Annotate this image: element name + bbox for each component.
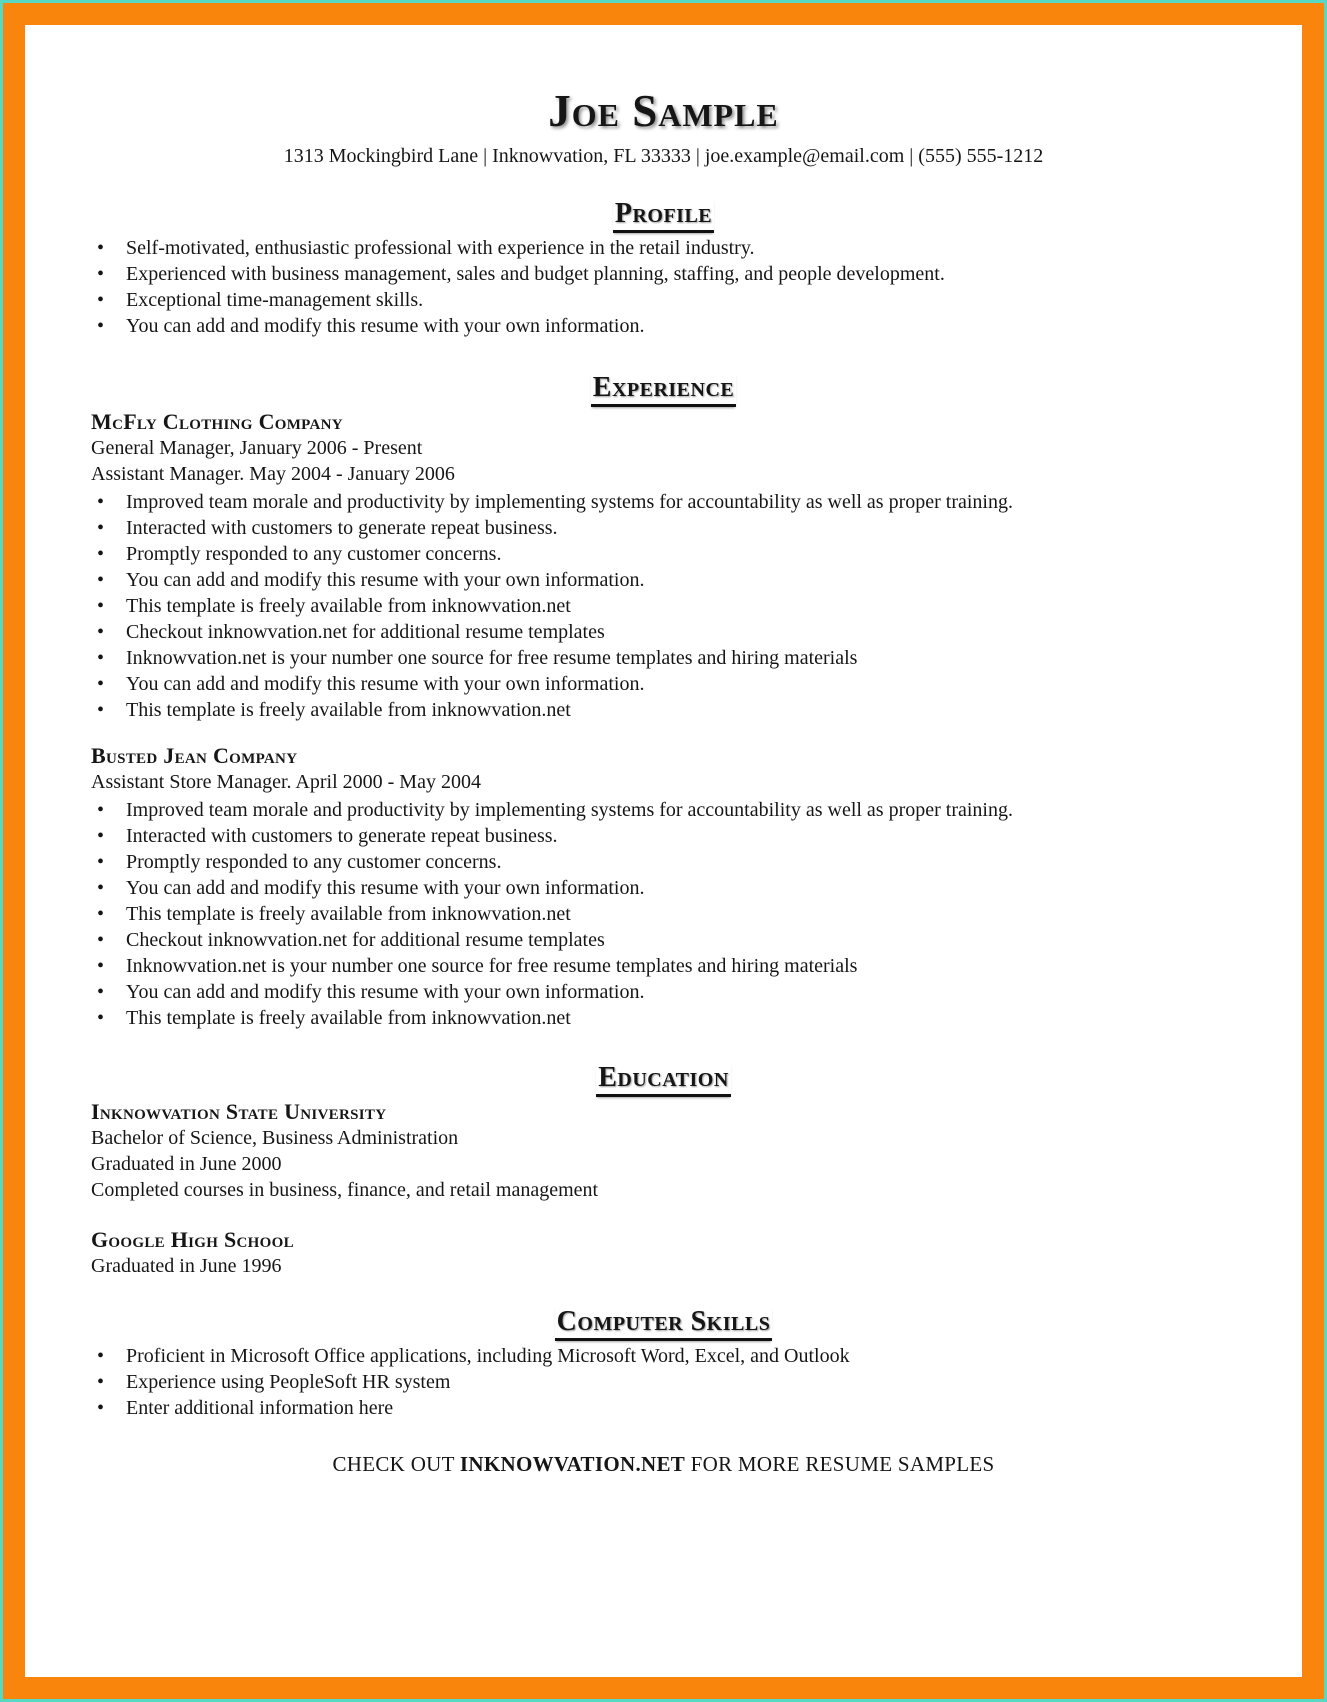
list-item: • This template is freely available from inknowvation.net [91,697,1236,723]
footer-text-prefix: CHECK OUT [332,1452,460,1476]
list-item: • Proficient in Microsoft Office applications, including Microsoft Word, Excel, and Outlook [91,1343,1236,1369]
list-item: • Enter additional information here [91,1395,1236,1421]
list-item: • Experience using PeopleSoft HR system [91,1369,1236,1395]
list-item: • Exceptional time-management skills. [91,287,1236,313]
list-item: • Interacted with customers to generate repeat business. [91,823,1236,849]
list-item: • You can add and modify this resume with your own information. [91,979,1236,1005]
school-name: Google High School [91,1227,294,1252]
footer-site-name: INKNOWVATION.NET [459,1452,686,1476]
section-heading-education: Education [596,1063,731,1097]
list-item: • Promptly responded to any customer concerns. [91,849,1236,875]
skills-bullet-list [91,1343,1236,1421]
list-item: • Inknowvation.net is your number one source for free resume templates and hiring materials [91,953,1236,979]
list-item: • Interacted with customers to generate repeat business. [91,515,1236,541]
list-item: • You can add and modify this resume with your own information. [91,875,1236,901]
page-title: Joe Sample [548,86,779,136]
list-item: • This template is freely available from inknowvation.net [91,1005,1236,1031]
contact-line: 1313 Mockingbird Lane | Inknowvation, FL 33333 | joe.example@email.com | (555) 555-1212 [283,145,1044,167]
section-heading-experience: Experience [591,373,736,407]
page-border-orange [3,3,1324,1699]
list-item: • Inknowvation.net is your number one source for free resume templates and hiring materials [91,645,1236,671]
list-item: • Checkout inknowvation.net for additional resume templates [91,927,1236,953]
job-role: Assistant Manager. May 2004 - January 2006 [91,463,455,485]
resume-document [25,25,1302,1677]
footer-text-suffix: FOR MORE RESUME SAMPLES [685,1452,995,1476]
section-experience [91,373,1236,407]
list-item: • Improved team morale and productivity by implementing systems for accountability as well as proper training. [91,797,1236,823]
job-role: General Manager, January 2006 - Present [91,437,423,459]
education-detail: Graduated in June 1996 [91,1255,282,1277]
education-detail: Bachelor of Science, Business Administration [91,1127,459,1149]
section-education [91,1063,1236,1097]
list-item: • You can add and modify this resume with your own information. [91,313,1236,339]
list-item: • Promptly responded to any customer concerns. [91,541,1236,567]
section-profile [91,199,1236,233]
list-item: • You can add and modify this resume with your own information. [91,671,1236,697]
company-name: Busted Jean Company [91,743,298,768]
list-item: • Experienced with business management, sales and budget planning, staffing, and people development. [91,261,1236,287]
company-name: McFly Clothing Company [91,409,343,434]
job-bullet-list [91,797,1236,1031]
list-item: • This template is freely available from inknowvation.net [91,901,1236,927]
list-item: • Checkout inknowvation.net for additional resume templates [91,619,1236,645]
education-detail: Graduated in June 2000 [91,1153,282,1175]
job-bullet-list [91,489,1236,723]
list-item: • You can add and modify this resume with your own information. [91,567,1236,593]
footer-promo [91,1451,1236,1477]
section-heading-computer-skills: Computer Skills [555,1307,773,1341]
list-item: • This template is freely available from inknowvation.net [91,593,1236,619]
school-name: Inknowvation State University [91,1099,387,1124]
list-item: • Improved team morale and productivity by implementing systems for accountability as well as proper training. [91,489,1236,515]
education-detail: Completed courses in business, finance, and retail management [91,1179,599,1201]
section-heading-profile: Profile [613,199,714,233]
section-computer-skills [91,1307,1236,1341]
list-item: • Self-motivated, enthusiastic professional with experience in the retail industry. [91,235,1236,261]
profile-bullet-list [91,235,1236,339]
job-role: Assistant Store Manager. April 2000 - May 2004 [91,771,481,793]
